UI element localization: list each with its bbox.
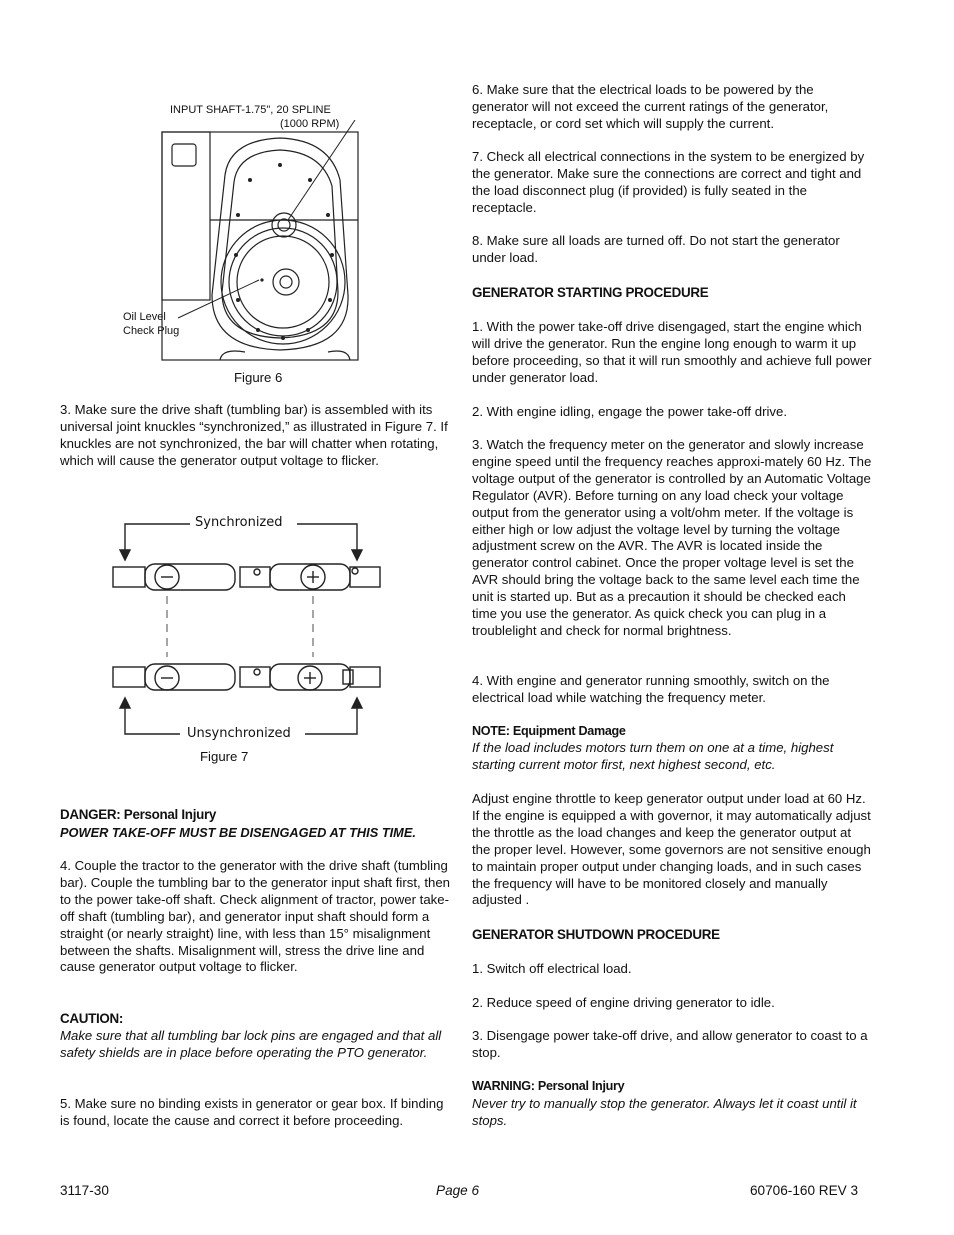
danger-heading: DANGER: Personal Injury (60, 807, 217, 822)
warning-heading: WARNING: Personal Injury (472, 1079, 625, 1093)
start-step-4: 4. With engine and generator running smoothly, switch on the electrical load while watching the frequency meter. (472, 673, 830, 705)
note-heading: NOTE: Equipment Damage (472, 724, 626, 738)
generator-drawing (150, 117, 370, 370)
footer-revision: 60706-160 REV 3 (750, 1183, 859, 1198)
start-step-3: 3. Watch the frequency meter on the generator and slowly increase engine speed until the frequency reaches approxi-mately 60 Hz. The voltage output of the generator is controlled by an Automatic Voltage Regulator (AVR). Before turning on any load check your voltage output from the generator using a volt/ohm meter. If the voltage is either high or low adjust the voltage level by turning the voltage adjustment screw on the AVR. The AVR is located inside the generator control cabinet. Once the proper voltage level is set the AVR should bring the voltage back to the same level each time the unit is started up. But as a precaution it should be checked each time you use the generator. As quick check you can plug in a troublelight and check for normal brightness. (472, 437, 872, 638)
shutdown-step-1: 1. Switch off electrical load. (472, 961, 632, 976)
tumbling-bar-drawing (105, 512, 385, 747)
footer-doc-number: 3117-30 (60, 1183, 109, 1198)
start-step-2: 2. With engine idling, engage the power take-off drive. (472, 404, 787, 419)
caution-heading: CAUTION: (60, 1011, 124, 1026)
input-shaft-callout-line1: INPUT SHAFT-1.75", 20 SPLINE (170, 104, 331, 116)
step-3: 3. Make sure the drive shaft (tumbling bar) is assembled with its universal joint knuckles “synchronized,” as illustrated in Figure 7. If knuckles are not synchronized, the bar will chatter when rotating, which will cause the generator output voltage to flicker. (60, 402, 448, 468)
start-step-1: 1. With the power take-off drive disengaged, start the engine which will drive the generator. Run the engine long enough to warm it up before proceeding, so that it will run smoothly and achieve full power under generator load. (472, 319, 872, 385)
figure-6-caption: Figure 6 (234, 370, 283, 385)
warning-text: Never try to manually stop the generator. Always let it coast until it stops. (472, 1096, 857, 1128)
starting-procedure-heading: GENERATOR STARTING PROCEDURE (472, 285, 709, 300)
danger-text: POWER TAKE-OFF MUST BE DISENGAGED AT THIS TIME. (60, 825, 416, 840)
step-4: 4. Couple the tractor to the generator with the drive shaft (tumbling bar). Couple the tumbling bar to the generator input shaft first, then to the power take-off shaft. Check alignment of tractor, power take-off shaft (tumbling bar), and generator input shaft should form a straight (or nearly straight) line, with less than 15° misalignment between the shafts. Misalignment will, stress the drive line and cause generator output voltage to flicker. (60, 858, 450, 975)
note-text: If the load includes motors turn them on one at a time, highest starting current motor first, next highest second, etc. (472, 740, 834, 772)
step-6: 6. Make sure that the electrical loads to be powered by the generator will not exceed the current ratings of the generator, receptacle, or cord set which will supply the current. (472, 82, 829, 131)
footer-page-number: Page 6 (436, 1183, 480, 1198)
oil-plug-callout-line2: Check Plug (123, 324, 180, 337)
adjust-throttle-text: Adjust engine throttle to keep generator output under load at 60 Hz. If the engine is equipped a with governor, it may automatically adjust the throttle as the load changes and keep the generator output at the proper level. However, some governors are not sensitive enough to maintain proper output under changing loads, and in such cases the frequency will have to be monitored closely and manually adjusted . (472, 791, 871, 908)
step-8: 8. Make sure all loads are turned off. Do not start the generator under load. (472, 233, 840, 265)
oil-plug-callout-line1: Oil Level (123, 311, 166, 323)
step-5: 5. Make sure no binding exists in generator or gear box. If binding is found, locate the cause and correct it before proceeding. (60, 1096, 444, 1128)
shutdown-step-2: 2. Reduce speed of engine driving generator to idle. (472, 995, 775, 1010)
caution-text: Make sure that all tumbling bar lock pins are engaged and that all safety shields are in place before operating the PTO generator. (60, 1028, 442, 1060)
input-shaft-callout-line2: (1000 RPM) (280, 117, 340, 130)
shutdown-step-3: 3. Disengage power take-off drive, and allow generator to coast to a stop. (472, 1028, 868, 1060)
shutdown-procedure-heading: GENERATOR SHUTDOWN PROCEDURE (472, 927, 720, 942)
figure-7-caption: Figure 7 (200, 749, 249, 764)
sync-label: Synchronized (195, 515, 283, 530)
unsync-label: Unsynchronized (187, 726, 291, 741)
step-7: 7. Check all electrical connections in the system to be energized by the generator. Make sure the connections are correct and tight and the load disconnect plug (if provided) is fully seated in the receptacle. (472, 149, 865, 215)
